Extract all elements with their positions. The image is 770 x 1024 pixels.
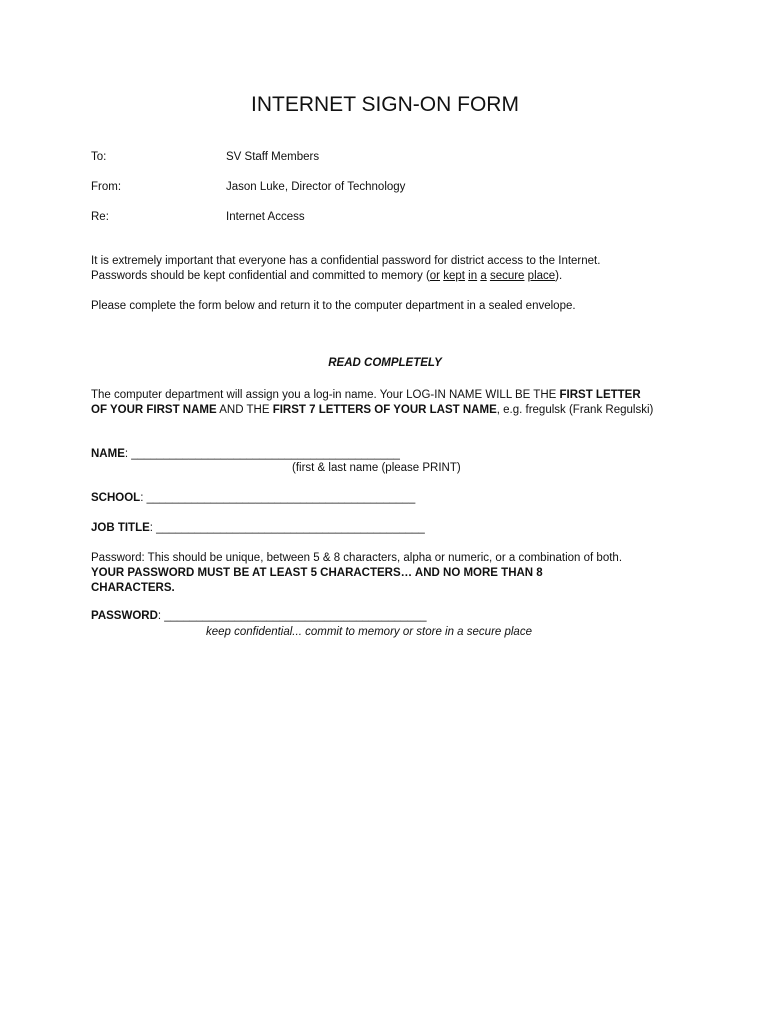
name-blank-line[interactable]: : __________________________________________ <box>124 448 400 460</box>
login-paragraph <box>91 388 656 418</box>
underlined-kept: kept <box>443 270 465 282</box>
intro-paragraph <box>91 254 691 284</box>
page-title: INTERNET SIGN-ON FORM <box>251 93 519 116</box>
login-text-3: , e.g. fregulsk (Frank Regulski) <box>496 404 654 416</box>
read-completely-heading: READ COMPLETELY <box>328 357 442 369</box>
underlined-place: place <box>527 270 556 282</box>
intro-line-2-start: Passwords should be kept confidential and committed to memory ( <box>91 270 430 282</box>
password-rules-text: Password: This should be unique, between 5 & 8 characters, alpha or numeric, or a combination of both. <box>91 552 623 564</box>
intro-line-2-end: ). <box>555 270 563 282</box>
password-rules-bold: YOUR PASSWORD MUST BE AT LEAST 5 CHARACTERS… AND NO MORE THAN 8 CHARACTERS. <box>91 567 543 594</box>
underlined-in: in <box>468 270 478 282</box>
memo-from-label: From: <box>91 181 122 193</box>
intro-line-1: It is extremely important that everyone has a confidential password for district access to the Internet. <box>91 255 601 267</box>
memo-from-value: Jason Luke, Director of Technology <box>226 181 406 193</box>
password-field[interactable] <box>91 610 427 622</box>
underlined-secure: secure <box>489 270 525 282</box>
school-label: SCHOOL <box>91 492 141 504</box>
underlined-or: or <box>429 270 441 282</box>
memo-re-value: Internet Access <box>226 211 305 223</box>
job-title-blank-line[interactable]: : __________________________________________ <box>149 522 425 534</box>
memo-re-label: Re: <box>91 211 109 223</box>
login-bold-2: FIRST 7 LETTERS OF YOUR LAST NAME <box>272 404 497 416</box>
password-blank-line[interactable]: : _________________________________________ <box>157 610 427 622</box>
login-text-1: The computer department will assign you a log-in name. Your LOG-IN NAME WILL BE THE <box>91 389 560 401</box>
memo-to-label: To: <box>91 151 107 163</box>
name-field[interactable] <box>91 448 400 460</box>
job-title-field[interactable] <box>91 522 425 534</box>
school-blank-line[interactable]: : __________________________________________ <box>140 492 416 504</box>
job-title-label: JOB TITLE <box>91 522 150 534</box>
memo-to-value: SV Staff Members <box>226 151 320 163</box>
password-hint: keep confidential... commit to memory or store in a secure place <box>206 626 532 638</box>
login-text-2: AND THE <box>216 404 273 416</box>
name-hint: (first & last name (please PRINT) <box>292 462 461 474</box>
password-label: PASSWORD <box>91 610 158 622</box>
instructions-paragraph: Please complete the form below and return it to the computer department in a sealed envelope. <box>91 300 576 312</box>
school-field[interactable] <box>91 492 415 504</box>
password-rules-paragraph <box>91 551 691 596</box>
login-bold-1: FIRST LETTER OF YOUR FIRST NAME <box>91 389 641 416</box>
name-label: NAME <box>91 448 125 460</box>
underlined-a: a <box>480 270 487 282</box>
